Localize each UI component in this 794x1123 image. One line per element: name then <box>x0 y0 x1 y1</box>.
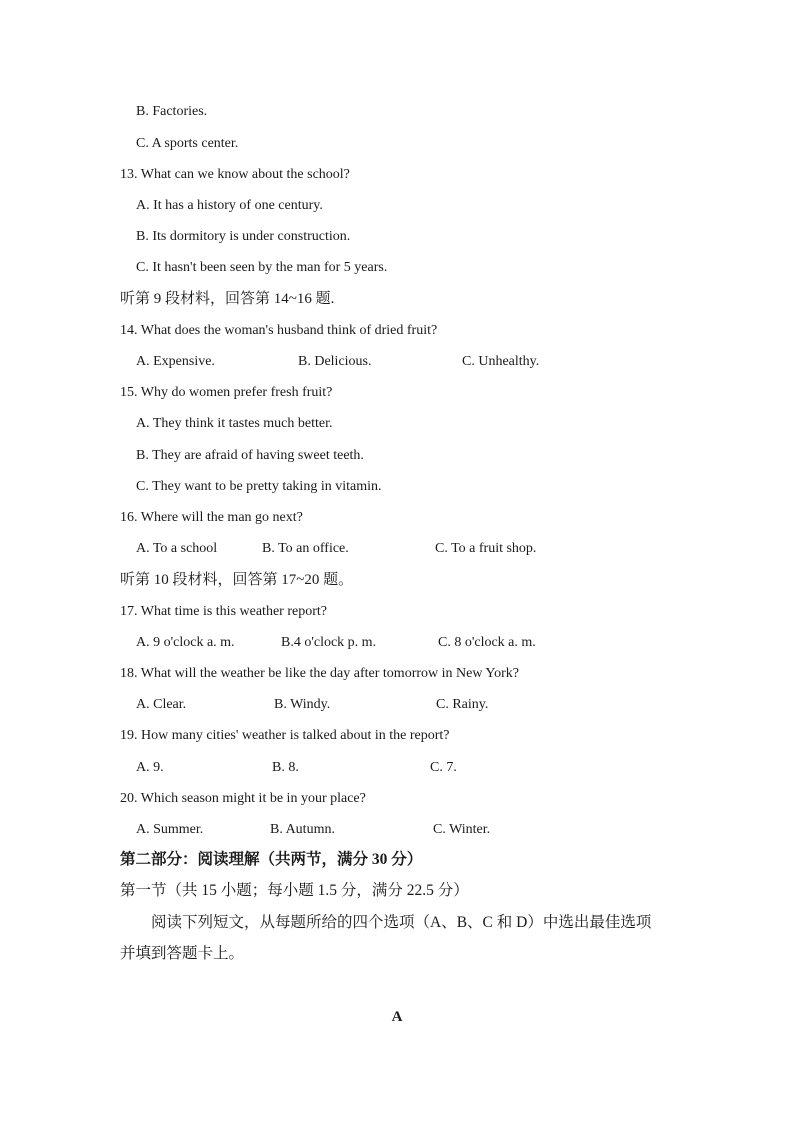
q19-question: 19. How many cities' weather is talked about in the report? <box>120 728 450 743</box>
q19-option-a: A. 9. <box>136 760 164 775</box>
section-9-instruction: 听第 9 段材料，回答第 14~16 题. <box>120 291 335 307</box>
q15-question: 15. Why do women prefer fresh fruit? <box>120 385 333 400</box>
q17-option-b: B.4 o'clock p. m. <box>281 635 377 650</box>
q15-option-a: A. They think it tastes much better. <box>136 416 333 431</box>
q20-option-c: C. Winter. <box>433 822 491 837</box>
q12-option-b: B. Factories. <box>136 104 208 119</box>
passage-label: A <box>391 1009 403 1025</box>
q16-option-b: B. To an office. <box>262 541 349 556</box>
q12-option-c: C. A sports center. <box>136 136 239 151</box>
section-10-instruction: 听第 10 段材料，回答第 17~20 题。 <box>120 572 354 588</box>
q15-option-c: C. They want to be pretty taking in vitamin. <box>136 479 382 494</box>
q20-option-b: B. Autumn. <box>270 822 335 837</box>
reading-instructions-line-1: 阅读下列短文，从每题所给的四个选项（A、B、C 和 D）中选出最佳选项 <box>151 914 652 931</box>
q19-option-b: B. 8. <box>272 760 299 775</box>
q13-question: 13. What can we know about the school? <box>120 167 350 182</box>
q13-option-a: A. It has a history of one century. <box>136 198 323 213</box>
q14-option-a: A. Expensive. <box>136 354 215 369</box>
q18-option-c: C. Rainy. <box>436 697 489 712</box>
q14-question: 14. What does the woman's husband think of dried fruit? <box>120 323 438 338</box>
q18-option-b: B. Windy. <box>274 697 331 712</box>
q16-question: 16. Where will the man go next? <box>120 510 303 525</box>
q15-option-b: B. They are afraid of having sweet teeth. <box>136 448 364 463</box>
q16-option-a: A. To a school <box>136 541 218 556</box>
q17-question: 17. What time is this weather report? <box>120 604 327 619</box>
q17-option-c: C. 8 o'clock a. m. <box>438 635 536 650</box>
q18-question: 18. What will the weather be like the day after tomorrow in New York? <box>120 666 520 681</box>
q13-option-b: B. Its dormitory is under construction. <box>136 229 351 244</box>
section-1-heading: 第一节（共 15 小题；每小题 1.5 分，满分 22.5 分） <box>120 882 469 899</box>
reading-instructions-line-2: 并填到答题卡上。 <box>120 945 245 962</box>
q20-question: 20. Which season might it be in your place? <box>120 791 366 806</box>
q18-option-a: A. Clear. <box>136 697 187 712</box>
q17-option-a: A. 9 o'clock a. m. <box>136 635 235 650</box>
q14-option-b: B. Delicious. <box>298 354 372 369</box>
q19-option-c: C. 7. <box>430 760 457 775</box>
q20-option-a: A. Summer. <box>136 822 204 837</box>
q16-option-c: C. To a fruit shop. <box>435 541 537 556</box>
q13-option-c: C. It hasn't been seen by the man for 5 years. <box>136 260 388 275</box>
q14-option-c: C. Unhealthy. <box>462 354 540 369</box>
part-2-heading: 第二部分：阅读理解（共两节，满分 30 分） <box>120 851 423 868</box>
